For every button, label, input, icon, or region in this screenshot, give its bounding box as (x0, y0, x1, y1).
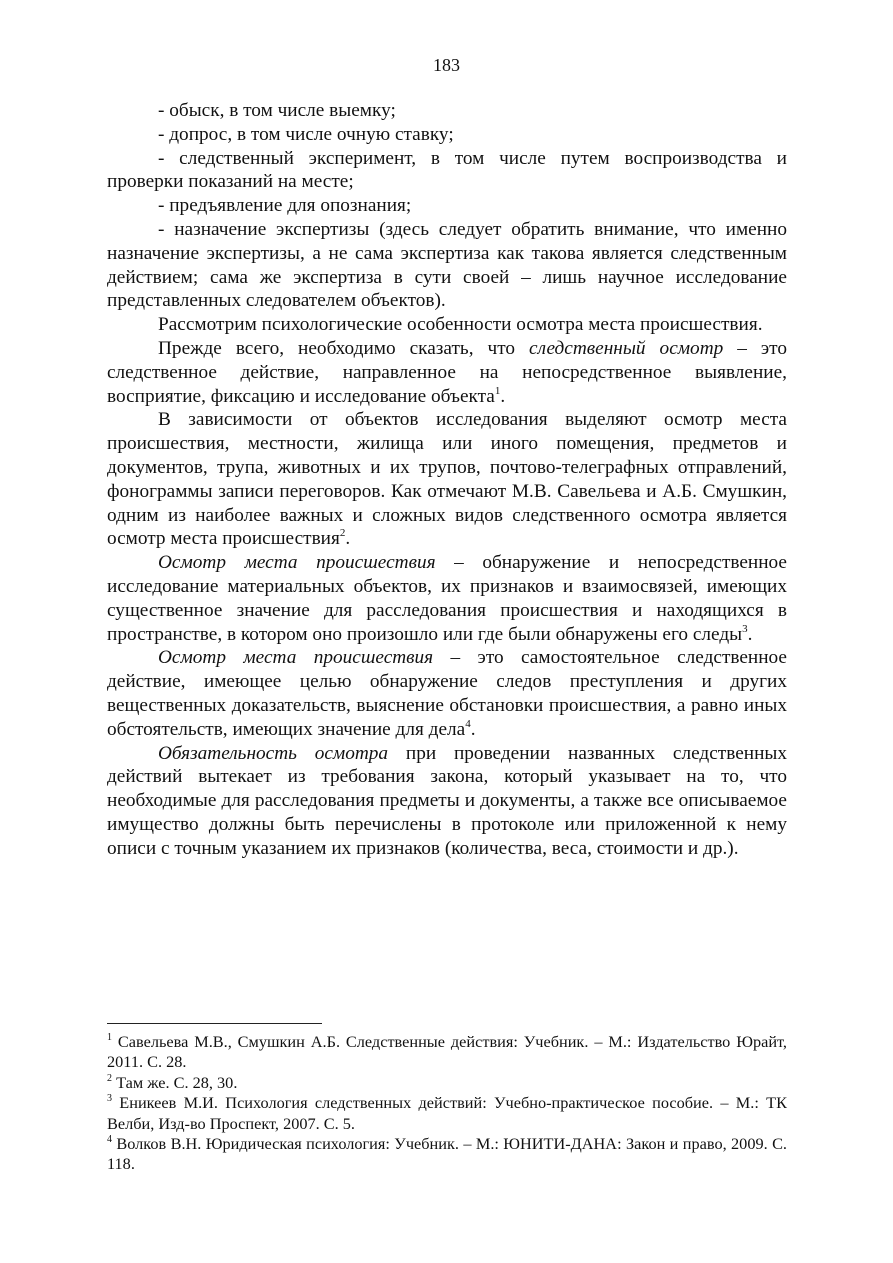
list-item-experiment: - следственный эксперимент, в том числе путем воспроизводства и проверки показаний на месте; (107, 147, 787, 193)
footnote-2: $^2$ Там же. С. 28, 30. (107, 1072, 238, 1092)
footnote-4: $^4$ Волков В.Н. Юридическая психология: Учебник. – М.: ЮНИТИ-ДАНА: Закон и право, 2009. С. 118. (107, 1134, 787, 1174)
term-scene-inspection: Осмотр места происшествия (158, 552, 436, 574)
footnote-separator (107, 1023, 322, 1024)
paragraph-objects: В зависимости от объектов исследования выделяют осмотр места происшествия, местности, жилища или иного помещения, предметов и документов, трупа, животных и их трупов, почтово-телеграфных отправлений, фонограммы записи переговоров. Как отмечают М.В. Савельева и А.Б. Смушкин, одним из наиболее важных и сложных видов следственного осмотра является осмотр места происшествия$^2$. (107, 409, 787, 550)
list-item-identification: - предъявление для опознания; (158, 195, 412, 217)
footnote-ref-1[interactable]: 1 (494, 384, 501, 397)
footnote-ref-4[interactable]: 4 (465, 717, 471, 730)
paragraph-scene-definition-2: Осмотр места происшествия – это самостоятельное следственное действие, имеющее целью обнаружение следов преступления и других вещественных доказательств, выяснение обстановки происшествия, а равно иных обстоятельств, имеющих значение для дела$^4$. (107, 647, 787, 740)
paragraph-obligation: Обязательность осмотра при проведении названных следственных действий вытекает из требования закона, который указывает на то, что необходимые для расследования предметы и документы, а также все описываемое имущество должны быть перечислены в протоколе или приложенной к нему описи с точным указанием их признаков (количества, веса, стоимости и др.). (107, 742, 787, 859)
page-number: 183 (433, 55, 460, 75)
main-text (107, 99, 787, 861)
footnotes (107, 1032, 787, 1175)
paragraph-definition: Прежде всего, необходимо сказать, что следственный осмотр – это следственное действие, направленное на непосредственное выявление, восприятие, фиксацию и исследование объекта$^1$. (107, 337, 787, 407)
list-item-interrogation: - допрос, в том числе очную ставку; (158, 123, 454, 145)
paragraph-scene-definition-1: Осмотр места происшествия – обнаружение и непосредственное исследование материальных объектов, их признаков и взаимосвязей, имеющих существенное значение для расследования происшествия и находящихся в пространстве, в котором оно произошло или где были обнаружены его следы$^3$. (107, 552, 787, 645)
term-obligation: Обязательность осмотра (158, 742, 389, 764)
term-scene-inspection: Осмотр места происшествия (158, 647, 434, 669)
footnote-ref-2[interactable]: 2 (339, 527, 346, 540)
term-investigative-inspection: следственный осмотр (529, 337, 724, 359)
footnote-3: $^3$ Еникеев М.И. Психология следственных действий: Учебно-практическое пособие. – М.: ТК Велби, Изд-во Проспект, 2007. С. 5. (107, 1093, 787, 1133)
footnote-1: $^1$ Савельева М.В., Смушкин А.Б. Следственные действия: Учебник. – М.: Издательство Юрайт, 2011. С. 28. (107, 1032, 787, 1072)
paragraph-intro: Рассмотрим психологические особенности осмотра места происшествия. (158, 314, 763, 336)
list-item-search: - обыск, в том числе выемку; (158, 100, 396, 121)
footnote-ref-3[interactable]: 3 (742, 622, 748, 635)
list-item-expertise: - назначение экспертизы (здесь следует обратить внимание, что именно назначение экспертизы, а не сама экспертиза как такова является следственным действием; сама же экспертиза в сути своей – лишь научное исследование представленных следователем объектов). (107, 218, 787, 312)
